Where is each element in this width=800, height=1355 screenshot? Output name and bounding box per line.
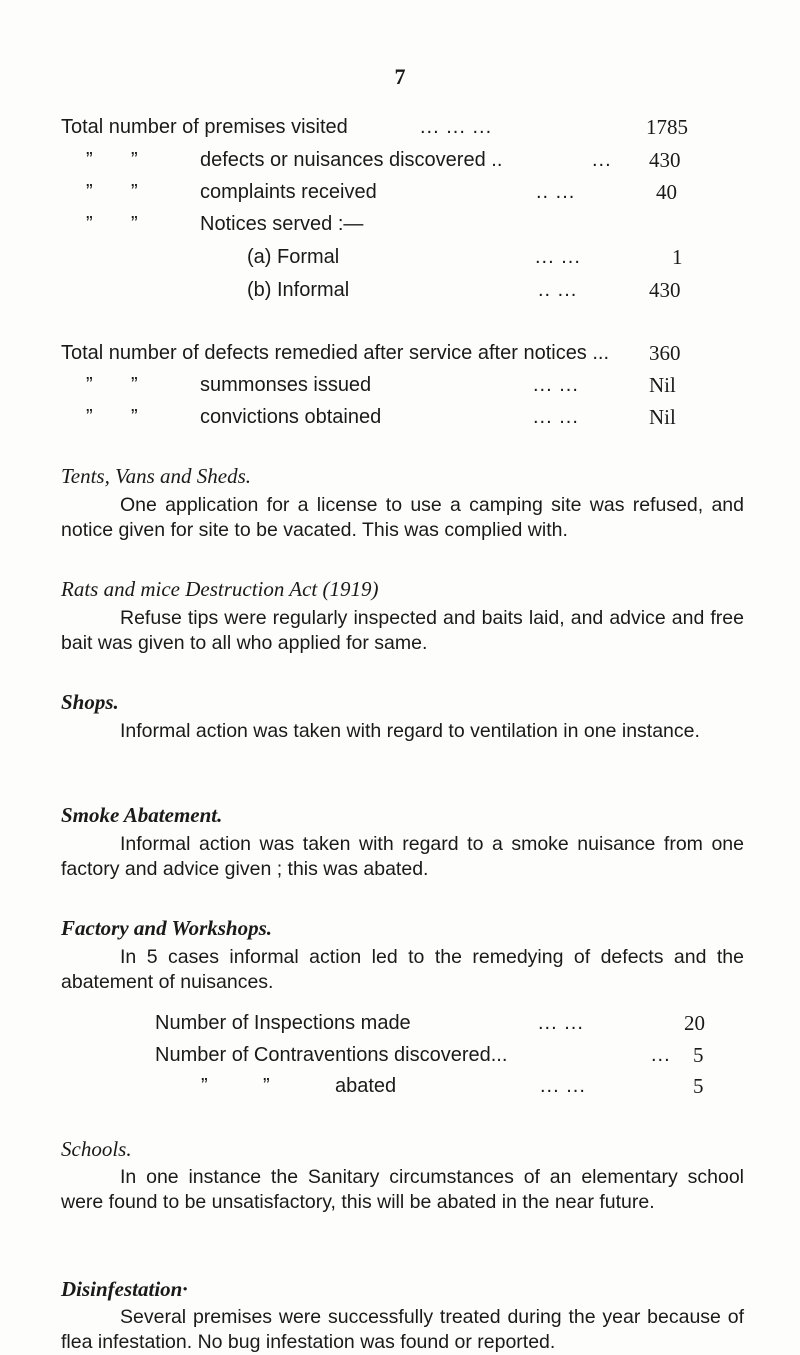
row-label: Notices served :—	[200, 213, 364, 235]
section-text: In one instance the Sanitary circumstances of an elementary school were found to be unsatisfactory, this will be abated in the near future.	[61, 1166, 744, 1213]
ditto-mark: ”	[131, 181, 138, 203]
row-label: complaints received	[200, 181, 377, 203]
leader-dots: ... ...	[533, 406, 579, 428]
ditto-mark: ”	[131, 374, 138, 396]
section-text: Several premises were successfully treated during the year because of flea infestation. No bug infestation was found or reported.	[61, 1306, 744, 1353]
ditto-mark: ”	[263, 1075, 270, 1097]
row-value: 5	[693, 1074, 704, 1098]
row-value: Nil	[649, 373, 676, 397]
section-heading: Shops.	[61, 690, 119, 714]
section-heading: Factory and Workshops.	[61, 916, 273, 940]
leader-dots: ... ...	[535, 246, 581, 268]
section-text: Informal action was taken with regard to a smoke nuisance from one factory and advice given ; this was abated.	[61, 833, 744, 880]
row-label: convictions obtained	[200, 406, 382, 428]
row-label: (b) Informal	[247, 279, 350, 301]
row-label: defects or nuisances discovered ..	[200, 149, 503, 171]
row-label: summonses issued	[200, 374, 372, 396]
section-heading: Rats and mice Destruction Act (1919)	[61, 577, 379, 601]
row-label: Total number of premises visited	[61, 116, 348, 138]
ditto-mark: ”	[131, 149, 138, 171]
row-value: 1	[672, 245, 683, 269]
row-label: Total number of defects remedied after service after notices ...	[61, 342, 610, 364]
ditto-mark: ”	[86, 374, 93, 396]
section-text: Refuse tips were regularly inspected and baits laid, and advice and free bait was given to all who applied for same.	[61, 607, 744, 654]
ditto-mark: ”	[86, 406, 93, 428]
section-heading: Tents, Vans and Sheds.	[61, 464, 251, 488]
row-value: 20	[684, 1011, 705, 1035]
section-text: Informal action was taken with regard to ventilation in one instance.	[120, 720, 700, 742]
leader-dots: .. ...	[536, 181, 576, 203]
leader-dots: .. ...	[538, 279, 578, 301]
row-value: 430	[649, 148, 681, 172]
ditto-mark: ”	[131, 406, 138, 428]
page-number: 7	[394, 64, 406, 89]
row-label: Number of Contraventions discovered...	[155, 1044, 508, 1066]
row-value: 5	[693, 1043, 704, 1067]
section-text: In 5 cases informal action led to the remedying of defects and the abatement of nuisances.	[61, 946, 744, 993]
row-label: (a) Formal	[247, 246, 340, 268]
section-text: One application for a license to use a camping site was refused, and notice given for site to be vacated. This was complied with.	[61, 494, 744, 541]
row-value: 40	[656, 180, 677, 204]
row-value: 1785	[646, 115, 688, 139]
leader-dots: ... ... ...	[420, 116, 493, 138]
row-value: 430	[649, 278, 681, 302]
section-heading: Disinfestation·	[61, 1277, 188, 1301]
row-label: abated	[335, 1075, 397, 1097]
section-heading: Schools.	[61, 1137, 132, 1161]
leader-dots: ...	[651, 1044, 671, 1066]
leader-dots: ... ...	[533, 374, 579, 396]
row-label: Number of Inspections made	[155, 1012, 411, 1034]
ditto-mark: ”	[86, 181, 93, 203]
leader-dots: ... ...	[540, 1075, 586, 1097]
leader-dots: ... ...	[538, 1012, 584, 1034]
leader-dots: ...	[592, 149, 612, 171]
ditto-mark: ”	[201, 1075, 208, 1097]
row-value: 360	[649, 341, 681, 365]
ditto-mark: ”	[86, 213, 93, 235]
section-heading: Smoke Abatement.	[61, 803, 223, 827]
ditto-mark: ”	[131, 213, 138, 235]
ditto-mark: ”	[86, 149, 93, 171]
row-value: Nil	[649, 405, 676, 429]
